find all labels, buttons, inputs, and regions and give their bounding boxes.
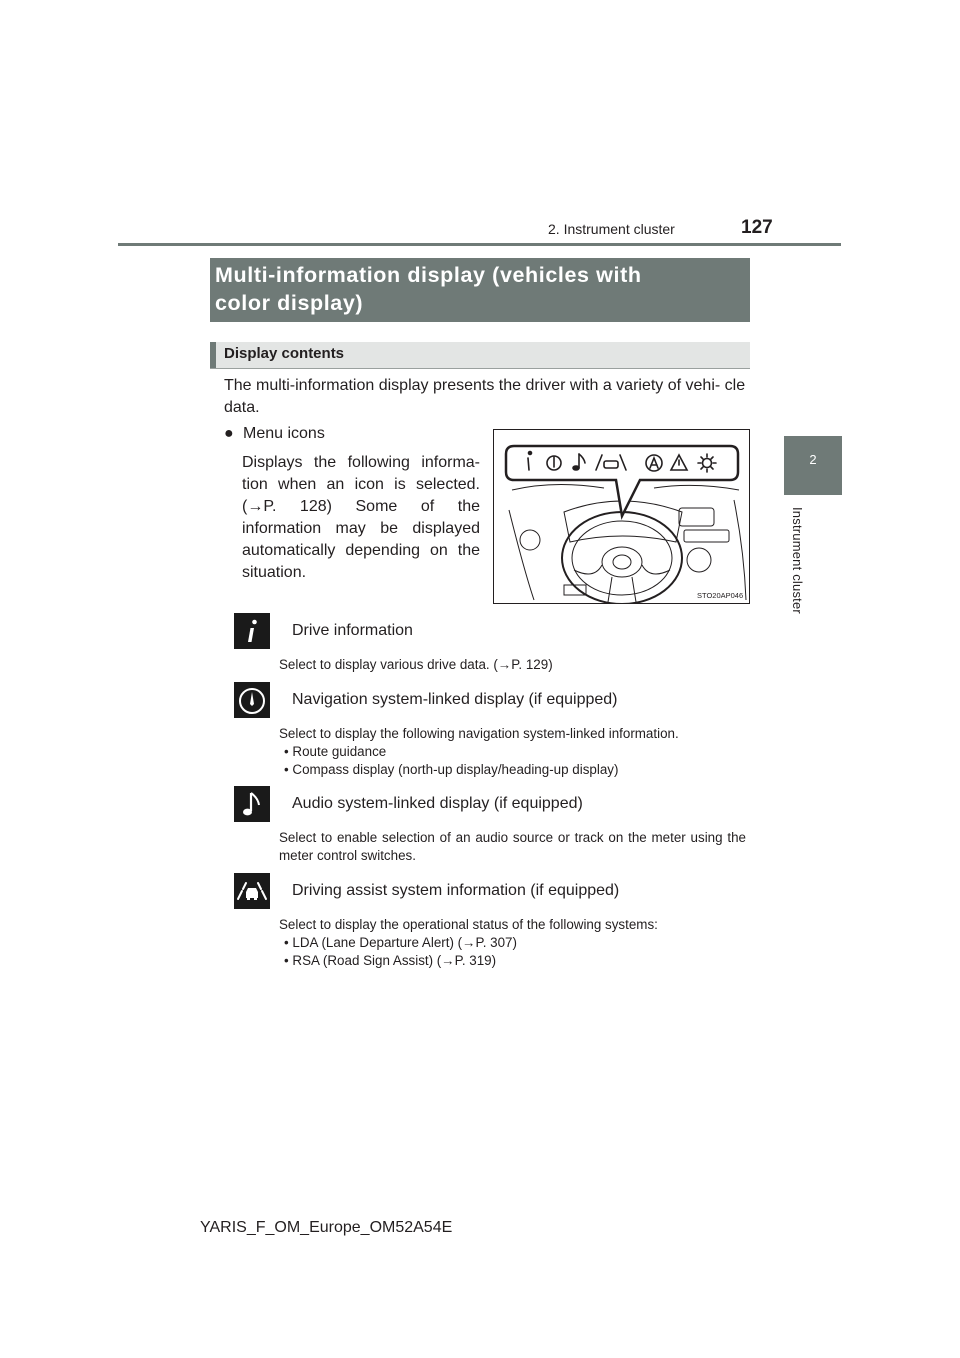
- running-header-section: 2. Instrument cluster: [548, 221, 675, 237]
- section-title-line-1: Multi-information display (vehicles with: [215, 263, 642, 287]
- item-title-driving-assist: Driving assist system information (if equipped): [292, 882, 620, 899]
- subsection-title: Display contents: [224, 345, 345, 362]
- list-item: • Route guidance: [284, 744, 387, 759]
- lane-car-icon: [234, 873, 270, 909]
- illustration-code: STO20AP046: [697, 591, 744, 600]
- chapter-tab-label: Instrument cluster: [790, 507, 805, 614]
- info-i-icon: [234, 613, 270, 649]
- item-description-drive-information: Select to display various drive data. (→P. 129): [279, 657, 553, 672]
- list-item: • Compass display (north-up display/heading-up display): [284, 762, 619, 777]
- item-description-audio: Select to enable selection of an audio source or track on the meter using the meter control switches.: [279, 830, 746, 863]
- header-rule: [118, 243, 841, 246]
- item-description-driving-assist: Select to display the operational status of the following systems:: [279, 917, 658, 932]
- chapter-tab-number: 2: [809, 452, 817, 467]
- bullet-icon: ●: [224, 425, 234, 442]
- compass-needle-icon: [234, 682, 270, 718]
- section-title: [215, 261, 745, 317]
- steering-wheel-illustration: [493, 429, 750, 604]
- music-note-icon: [234, 786, 270, 822]
- dashboard-drawing: [494, 430, 749, 603]
- document-footer-code: YARIS_F_OM_Europe_OM52A54E: [200, 1219, 453, 1236]
- subsection-underline: [210, 368, 750, 369]
- subsection-accent: [210, 342, 216, 368]
- list-item: • LDA (Lane Departure Alert) (→P. 307): [284, 935, 517, 950]
- section-title-line-2: color display): [215, 291, 364, 315]
- item-title-drive-information: Drive information: [292, 622, 413, 639]
- bullet-title: Menu icons: [243, 425, 325, 442]
- bullet-description: Displays the following informa- tion when an icon is selected. (→P. 128) Some of the information may be displayed automatically depending on the situation.: [242, 454, 480, 581]
- page-number: 127: [741, 217, 773, 238]
- item-title-audio: Audio system-linked display (if equipped): [292, 795, 583, 812]
- item-description-navigation: Select to display the following navigation system-linked information.: [279, 726, 679, 741]
- list-item: • RSA (Road Sign Assist) (→P. 319): [284, 953, 497, 968]
- item-title-navigation: Navigation system-linked display (if equipped): [292, 691, 618, 708]
- intro-paragraph: The multi-information display presents the driver with a variety of vehi- cle data.: [224, 377, 746, 416]
